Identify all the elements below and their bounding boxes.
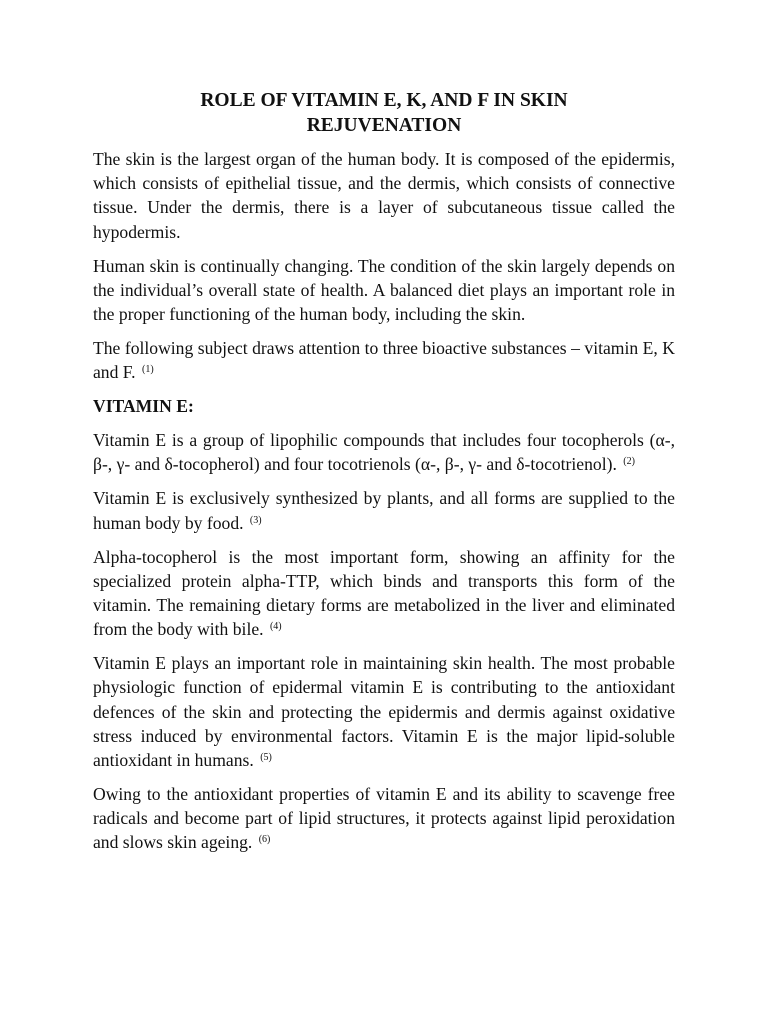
- citation-ref: (1): [141, 364, 154, 376]
- paragraph-text: Human skin is continually changing. The condition of the skin largely depends on the individual’s overall state of health. A balanced diet plays an important role in the proper functioning of the human body, including the skin.: [93, 255, 675, 325]
- paragraph-bioactive-substances: [93, 336, 675, 384]
- paragraph-skin-health: [93, 651, 675, 772]
- paragraph-text: Alpha-tocopherol is the most important form, showing an affinity for the specialized protein alpha-TTP, which binds and transports this form of the vitamin. The remaining dietary forms are metabolized in the liver and eliminated from the body with bile.: [93, 546, 675, 640]
- paragraph-antioxidant-properties: [93, 782, 675, 855]
- section-heading-vitamin-e: VITAMIN E:: [93, 396, 194, 417]
- paragraph-skin-organ: [93, 147, 675, 244]
- paragraph-text: The following subject draws attention to three bioactive substances – vitamin E, K and F.: [93, 338, 675, 383]
- citation-ref: (5): [260, 752, 272, 764]
- title-line-1: ROLE OF VITAMIN E, K, AND F IN SKIN: [200, 90, 568, 111]
- citation-ref: (4): [269, 621, 282, 633]
- paragraph-text: Owing to the antioxidant properties of vitamin E and its ability to scavenge free radicals and become part of lipid structures, it protects against lipid peroxidation and slows skin ageing.: [93, 784, 675, 853]
- title-line-2: REJUVENATION: [306, 115, 462, 136]
- paragraph-skin-changing: [93, 254, 675, 327]
- paragraph-text: Vitamin E is a group of lipophilic compounds that includes four tocopherols (α-, β-, γ- and δ-tocopherol) and four tocotrienols (α-, β-, γ- and δ-tocotrienol).: [93, 430, 675, 475]
- document-title: [93, 88, 675, 138]
- citation-ref: (3): [249, 514, 262, 526]
- paragraph-synthesized-by-plants: [93, 486, 675, 534]
- paragraph-alpha-tocopherol: [93, 545, 675, 642]
- citation-ref: (6): [258, 834, 271, 846]
- paragraph-text: The skin is the largest organ of the human body. It is composed of the epidermis, which consists of epithelial tissue, and the dermis, which consists of connective tissue. Under the dermis, there is a layer of subcutaneous tissue called the hypodermis.: [93, 149, 675, 242]
- citation-ref: (2): [623, 456, 635, 468]
- paragraph-text: Vitamin E is exclusively synthesized by plants, and all forms are supplied to the human body by food.: [93, 488, 675, 533]
- document-page: [93, 88, 675, 864]
- paragraph-text: Vitamin E plays an important role in maintaining skin health. The most probable physiologic function of epidermal vitamin E is contributing to the antioxidant defences of the skin and protecting the epidermis and dermis against oxidative stress induced by environmental factors. Vitamin E is the major lipid-soluble antioxidant in humans.: [93, 653, 675, 771]
- paragraph-tocopherols: [93, 428, 675, 476]
